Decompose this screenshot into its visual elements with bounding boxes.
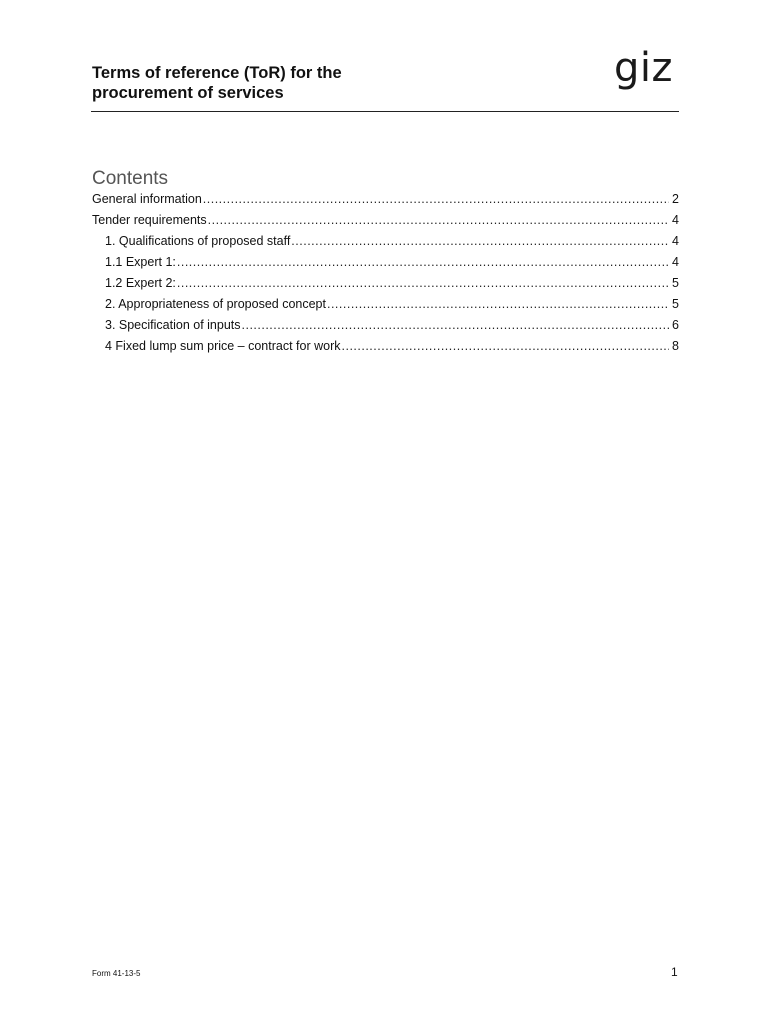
- toc-dot-leader: [203, 189, 669, 210]
- toc-dot-leader: [177, 273, 669, 294]
- toc-entry-label: General information: [92, 192, 202, 206]
- toc-entry[interactable]: [92, 252, 679, 273]
- toc-entry-page: 5: [672, 297, 679, 311]
- toc-entry[interactable]: [92, 210, 679, 231]
- toc-entry-page: 2: [672, 192, 679, 206]
- contents-heading: Contents: [92, 168, 169, 189]
- toc-dot-leader: [327, 294, 669, 315]
- toc-entry[interactable]: [92, 273, 679, 294]
- table-of-contents: [92, 189, 679, 357]
- toc-entry-page: 5: [672, 276, 679, 290]
- toc-entry[interactable]: [92, 189, 679, 210]
- toc-entry-label: 1.2 Expert 2:: [105, 276, 176, 290]
- toc-entry-label: 3. Specification of inputs: [105, 318, 241, 332]
- toc-dot-leader: [242, 315, 670, 336]
- toc-entry-label: 2. Appropriateness of proposed concept: [105, 297, 326, 311]
- toc-entry-page: 8: [672, 339, 679, 353]
- toc-entry-label: Tender requirements: [92, 213, 207, 227]
- toc-dot-leader: [291, 231, 669, 252]
- toc-entry-page: 4: [672, 255, 679, 269]
- toc-entry-page: 6: [672, 318, 679, 332]
- toc-entry[interactable]: [92, 294, 679, 315]
- document-title-line-1: Terms of reference (ToR) for the: [92, 64, 342, 82]
- toc-entry-page: 4: [672, 234, 679, 248]
- toc-dot-leader: [342, 336, 670, 357]
- toc-entry[interactable]: [92, 336, 679, 357]
- document-title: [92, 63, 342, 103]
- toc-dot-leader: [177, 252, 669, 273]
- page-number: 1: [671, 965, 678, 979]
- toc-entry-label: 1.1 Expert 1:: [105, 255, 176, 269]
- toc-dot-leader: [208, 210, 669, 231]
- document-title-line-2: procurement of services: [92, 84, 284, 102]
- toc-entry-label: 4 Fixed lump sum price – contract for work: [105, 339, 341, 353]
- form-number: Form 41-13-5: [92, 969, 141, 978]
- header-divider: [91, 111, 679, 112]
- toc-entry[interactable]: [92, 231, 679, 252]
- toc-entry-page: 4: [672, 213, 679, 227]
- toc-entry[interactable]: [92, 315, 679, 336]
- toc-entry-label: 1. Qualifications of proposed staff: [105, 234, 291, 248]
- giz-logo: giz: [614, 45, 673, 91]
